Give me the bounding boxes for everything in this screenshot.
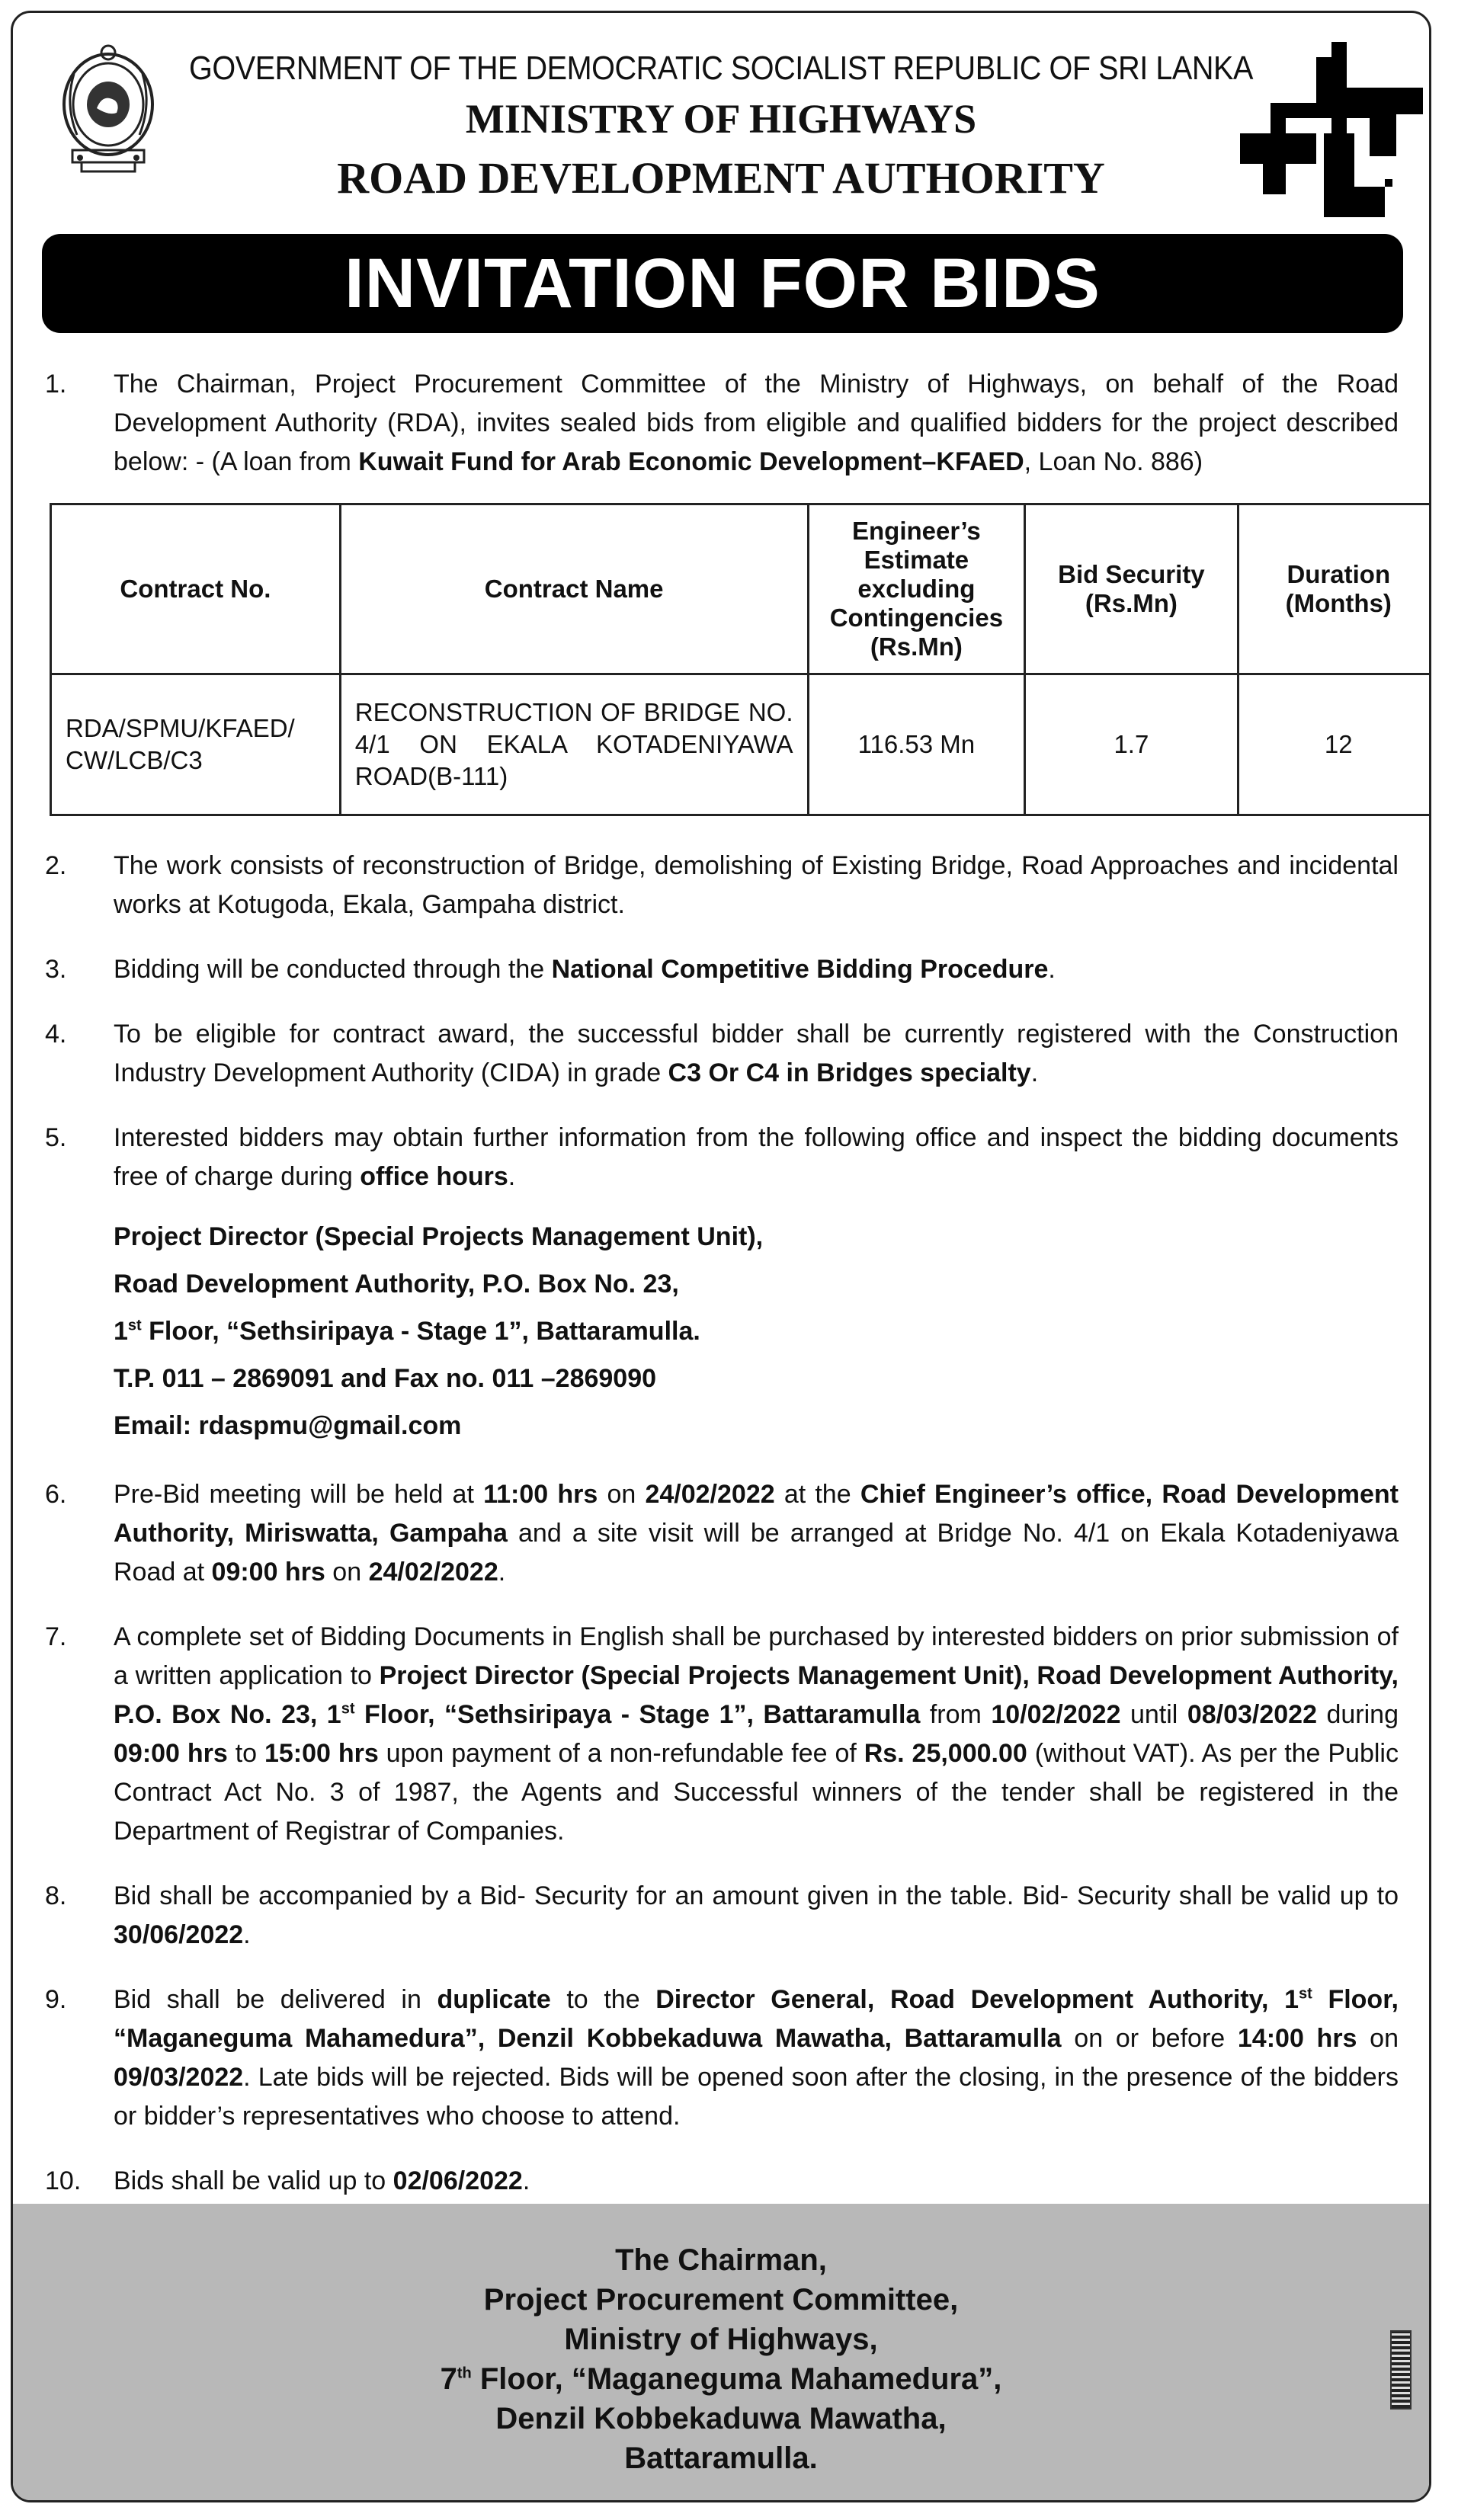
- clause-text: To be eligible for contract award, the successful bidder shall be currently registered with the Construction Industry Development Authority (CIDA) in grade C3 Or C4 in Bridges specialty.: [114, 1020, 1399, 1087]
- clause-number: 9.: [45, 1985, 67, 2014]
- address-line: Road Development Authority, P.O. Box No. 23,: [114, 1270, 679, 1298]
- clause-number: 3.: [45, 955, 67, 984]
- contract-table: [50, 503, 1431, 816]
- ministry-title: MINISTRY OF HIGHWAYS: [465, 96, 977, 142]
- clause-number: 1.: [45, 370, 67, 399]
- clause-text: A complete set of Bidding Documents in English shall be purchased by interested bidders on prior submission of a written application to Project Director (Special Projects Management Unit), Road Development Authority, P.O. Box No. 23, 1st Floor, “Sethsiripaya - Stage 1”, Battaramulla from 10/02/2022 until 08/03/2022 during 09:00 hrs to 15:00 hrs upon payment of a non-refundable fee of Rs. 25,000.00 (without VAT). As per the Public Contract Act No. 3 of 1987, the Agents and Successful winners of the tender shall be registered in the Department of Registrar of Companies.: [114, 1622, 1399, 1846]
- cell-bid-security: 1.7: [1025, 674, 1238, 815]
- clause-2: [43, 847, 1399, 924]
- chairman-address-footer: [13, 2204, 1429, 2502]
- clause-number: 6.: [45, 1480, 67, 1509]
- clause-number: 4.: [45, 1020, 67, 1049]
- header-bid-security: Bid Security (Rs.Mn): [1025, 504, 1238, 674]
- bid-notice-page: [11, 11, 1431, 2502]
- footer-line: 7th Floor, “Maganeguma Mahamedura”,: [440, 2362, 1002, 2396]
- table-header-row: [51, 504, 1432, 674]
- clause-text: Bids shall be valid up to 02/06/2022.: [114, 2166, 530, 2195]
- clause-number: 7.: [45, 1622, 67, 1651]
- footer-line: Battaramulla.: [624, 2442, 818, 2475]
- clause-text: Pre-Bid meeting will be held at 11:00 hrs on 24/02/2022 at the Chief Engineer’s office, Road Development Authority, Miriswatta, Gampaha and a site visit will be arranged at Bridge No. 4/1 on Ekala Kotadeniyawa Road at 09:00 hrs on 24/02/2022.: [114, 1480, 1399, 1587]
- cell-contract-name: RECONSTRUCTION OF BRIDGE NO. 4/1 ON EKALA KOTADENIYAWA ROAD(B-111): [340, 674, 808, 815]
- rda-logo-icon: [1240, 42, 1423, 225]
- header-duration: Duration (Months): [1238, 504, 1431, 674]
- clause-6: [43, 1475, 1399, 1592]
- notice-body: [43, 365, 1399, 2227]
- authority-title: ROAD DEVELOPMENT AUTHORITY: [337, 153, 1105, 203]
- clause-10: [43, 2162, 1399, 2201]
- phone-fax-line: T.P. 011 – 2869091 and Fax no. 011 –2869090: [114, 1364, 657, 1393]
- footer-line: The Chairman,: [615, 2243, 827, 2277]
- cell-contract-no: RDA/SPMU/KFAED/ CW/LCB/C3: [51, 674, 341, 815]
- notice-header: [13, 13, 1429, 230]
- government-title: GOVERNMENT OF THE DEMOCRATIC SOCIALIST REPUBLIC OF SRI LANKA: [189, 50, 1253, 87]
- clause-9: [43, 1980, 1399, 2136]
- clause-3: [43, 950, 1399, 989]
- barcode-icon: [1390, 2330, 1412, 2410]
- address-line: 1st Floor, “Sethsiripaya - Stage 1”, Battaramulla.: [114, 1317, 700, 1346]
- clause-text: Interested bidders may obtain further information from the following office and inspect the bidding documents free of charge during office hours.: [114, 1123, 1399, 1191]
- clause-text: The Chairman, Project Procurement Committee of the Ministry of Highways, on behalf of the Road Development Authority (RDA), invites sealed bids from eligible and qualified bidders for the project described below: - (A loan from Kuwait Fund for Arab Economic Development–KFAED, Loan No. 886): [114, 370, 1399, 476]
- cell-estimate: 116.53 Mn: [808, 674, 1025, 815]
- email-line: Email: rdaspmu@gmail.com: [114, 1411, 462, 1440]
- footer-address: [13, 2240, 1429, 2478]
- clause-text: Bid shall be accompanied by a Bid- Security for an amount given in the table. Bid- Security shall be valid up to 30/06/2022.: [114, 1881, 1399, 1949]
- clause-number: 10.: [45, 2166, 82, 2195]
- project-director-address: [114, 1213, 1399, 1449]
- address-line: Project Director (Special Projects Management Unit),: [114, 1222, 764, 1251]
- clause-4: [43, 1015, 1399, 1093]
- footer-line: Denzil Kobbekaduwa Mawatha,: [495, 2402, 947, 2435]
- clause-number: 8.: [45, 1881, 67, 1910]
- clause-1: [43, 365, 1399, 482]
- header-contract-no: Contract No.: [51, 504, 341, 674]
- cell-duration: 12: [1238, 674, 1431, 815]
- clause-text: The work consists of reconstruction of Bridge, demolishing of Existing Bridge, Road Approaches and incidental works at Kotugoda, Ekala, Gampaha district.: [114, 851, 1399, 919]
- clause-text: Bid shall be delivered in duplicate to the Director General, Road Development Authority, 1st Floor, “Maganeguma Mahamedura”, Denzil Kobbekaduwa Mawatha, Battaramulla on or before 14:00 hrs on 09/03/2022. Late bids will be rejected. Bids will be opened soon after the closing, in the presence of the bidders or bidder’s representatives who choose to attend.: [114, 1985, 1399, 2131]
- clause-text: Bidding will be conducted through the National Competitive Bidding Procedure.: [114, 955, 1056, 984]
- footer-line: Ministry of Highways,: [564, 2323, 878, 2356]
- clause-number: 5.: [45, 1123, 67, 1152]
- clause-8: [43, 1877, 1399, 1955]
- header-engineers-estimate: Engineer’s Estimate excluding Contingencies (Rs.Mn): [808, 504, 1025, 674]
- table-row: [51, 674, 1432, 815]
- header-contract-name: Contract Name: [340, 504, 808, 674]
- invitation-banner: INVITATION FOR BIDS: [42, 234, 1403, 333]
- footer-line: Project Procurement Committee,: [483, 2283, 959, 2317]
- clause-7: [43, 1618, 1399, 1851]
- clause-number: 2.: [45, 851, 67, 880]
- clause-5: [43, 1119, 1399, 1196]
